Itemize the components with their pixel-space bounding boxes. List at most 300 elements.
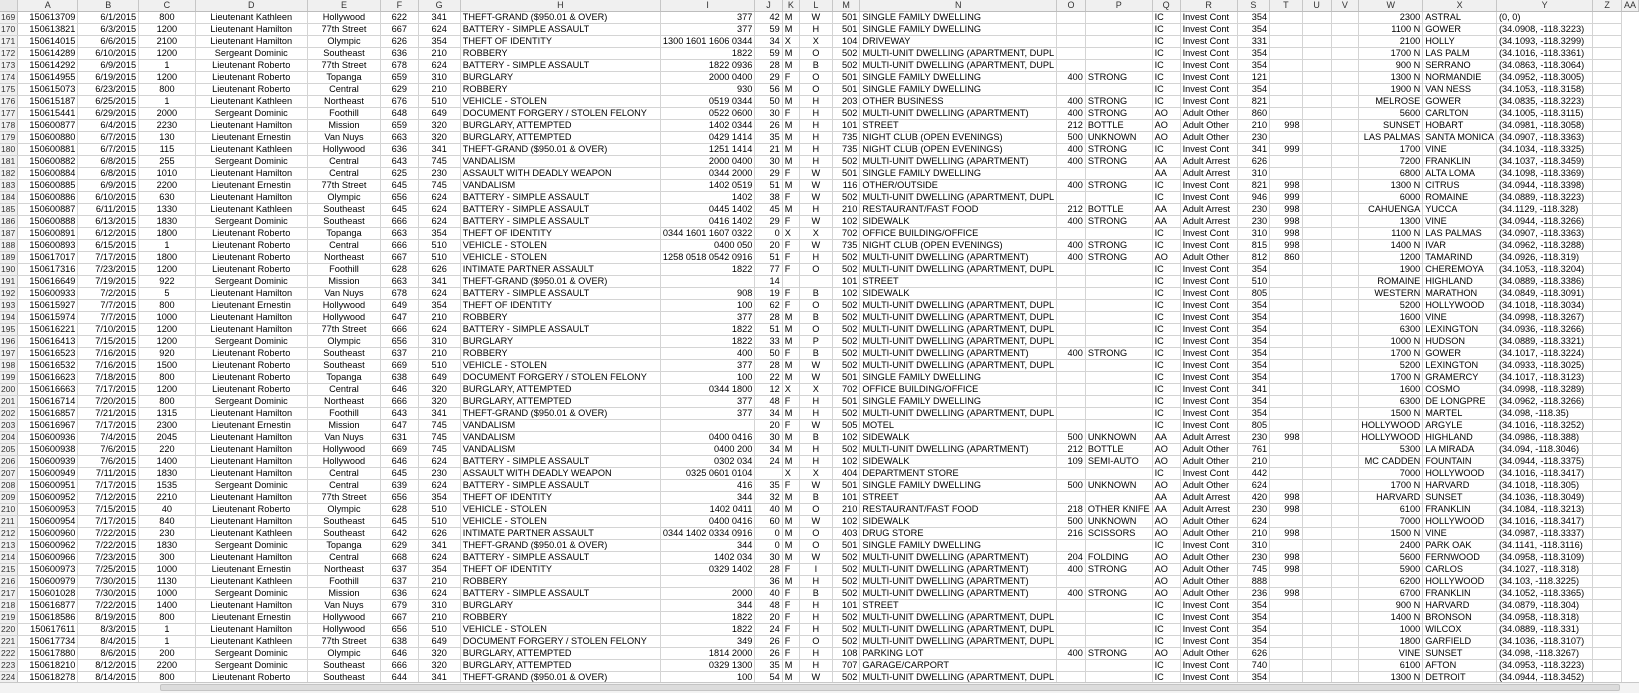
cell-X[interactable]: LAS PALM <box>1423 48 1497 60</box>
cell-Z[interactable] <box>1593 480 1622 492</box>
cell-L[interactable]: H <box>799 252 832 264</box>
cell-A[interactable]: 150600884 <box>18 168 78 180</box>
cell-L[interactable]: W <box>799 240 832 252</box>
cell-Q[interactable]: AA <box>1152 204 1180 216</box>
cell-Z[interactable] <box>1593 132 1622 144</box>
cell-V[interactable] <box>1331 180 1359 192</box>
cell-Y[interactable]: (34.0889, -118.3386) <box>1497 276 1593 288</box>
cell-R[interactable]: Invest Cont <box>1180 192 1237 204</box>
cell-B[interactable]: 7/21/2015 <box>78 408 139 420</box>
cell-B[interactable]: 7/30/2015 <box>78 576 139 588</box>
cell-I[interactable]: 0329 1402 <box>660 564 754 576</box>
cell-T[interactable] <box>1270 576 1302 588</box>
cell-H[interactable]: VANDALISM <box>460 432 660 444</box>
cell-R[interactable]: Adult Other <box>1180 588 1237 600</box>
cell-O[interactable]: 400 <box>1057 108 1086 120</box>
cell-Z[interactable] <box>1593 636 1622 648</box>
cell-S[interactable]: 761 <box>1237 444 1269 456</box>
cell-W[interactable]: 1000 <box>1359 624 1423 636</box>
cell-Q[interactable]: IC <box>1152 612 1180 624</box>
cell-L[interactable]: O <box>799 84 832 96</box>
cell-Y[interactable]: (34.0849, -118.3091) <box>1497 288 1593 300</box>
cell-Q[interactable]: IC <box>1152 348 1180 360</box>
column-header-X[interactable]: X <box>1423 0 1497 12</box>
cell-E[interactable]: Mission <box>307 276 380 288</box>
cell-M[interactable]: 501 <box>832 72 860 84</box>
cell-H[interactable]: ASSAULT WITH DEADLY WEAPON <box>460 468 660 480</box>
cell-T[interactable] <box>1270 636 1302 648</box>
cell-W[interactable]: MELROSE <box>1359 96 1423 108</box>
cell-O[interactable] <box>1057 324 1086 336</box>
cell-A[interactable]: 150600962 <box>18 540 78 552</box>
cell-W[interactable]: 1600 <box>1359 384 1423 396</box>
cell-W[interactable]: 7200 <box>1359 156 1423 168</box>
row-header[interactable]: 208 <box>0 480 18 492</box>
cell-D[interactable]: Lieutenant Roberto <box>195 264 307 276</box>
cell-Q[interactable]: IC <box>1152 360 1180 372</box>
cell-N[interactable]: SINGLE FAMILY DWELLING <box>860 396 1057 408</box>
cell-P[interactable] <box>1085 228 1152 240</box>
cell-D[interactable]: Lieutenant Roberto <box>195 72 307 84</box>
cell-D[interactable]: Lieutenant Ernestin <box>195 612 307 624</box>
cell-D[interactable]: Lieutenant Ernestin <box>195 420 307 432</box>
cell-N[interactable]: MOTEL <box>860 420 1057 432</box>
cell-I[interactable]: 1402 <box>660 192 754 204</box>
cell-O[interactable] <box>1057 420 1086 432</box>
cell-P[interactable]: STRONG <box>1085 72 1152 84</box>
cell-F[interactable]: 626 <box>381 36 418 48</box>
cell-D[interactable]: Lieutenant Hamilton <box>195 444 307 456</box>
cell-L[interactable]: B <box>799 432 832 444</box>
cell-Q[interactable]: IC <box>1152 288 1180 300</box>
cell-L[interactable]: W <box>799 552 832 564</box>
cell-N[interactable]: MULTI-UNIT DWELLING (APARTMENT, DUPL <box>860 612 1057 624</box>
cell-J[interactable]: 35 <box>755 480 782 492</box>
cell-U[interactable] <box>1302 516 1331 528</box>
cell-C[interactable]: 1330 <box>139 204 196 216</box>
cell-Y[interactable]: (34.0958, -118.318) <box>1497 612 1593 624</box>
cell-E[interactable]: 77th Street <box>307 636 380 648</box>
cell-W[interactable]: 6700 <box>1359 588 1423 600</box>
row-header[interactable]: 189 <box>0 252 18 264</box>
cell-L[interactable]: H <box>799 408 832 420</box>
row-header[interactable]: 218 <box>0 600 18 612</box>
cell-F[interactable]: 666 <box>381 396 418 408</box>
cell-R[interactable]: Adult Other <box>1180 444 1237 456</box>
cell-N[interactable]: STREET <box>860 276 1057 288</box>
cell-K[interactable]: F <box>782 612 799 624</box>
cell-E[interactable]: Hollywood <box>307 12 380 24</box>
cell-L[interactable]: X <box>799 468 832 480</box>
column-header-Y[interactable]: Y <box>1497 0 1593 12</box>
cell-F[interactable]: 663 <box>381 276 418 288</box>
cell-F[interactable]: 638 <box>381 636 418 648</box>
column-header-V[interactable]: V <box>1331 0 1359 12</box>
cell-J[interactable]: 77 <box>755 264 782 276</box>
cell-M[interactable]: 101 <box>832 600 860 612</box>
cell-S[interactable]: 821 <box>1237 180 1269 192</box>
cell-T[interactable]: 999 <box>1270 192 1302 204</box>
cell-U[interactable] <box>1302 144 1331 156</box>
cell-T[interactable] <box>1270 516 1302 528</box>
cell-F[interactable]: 666 <box>381 660 418 672</box>
cell-I[interactable]: 1402 034 <box>660 552 754 564</box>
row-header[interactable]: 170 <box>0 24 18 36</box>
cell-Z[interactable] <box>1593 624 1622 636</box>
cell-W[interactable]: 1500 N <box>1359 408 1423 420</box>
cell-S[interactable]: 624 <box>1237 516 1269 528</box>
cell-M[interactable]: 502 <box>832 360 860 372</box>
cell-R[interactable]: Invest Cont <box>1180 240 1237 252</box>
cell-E[interactable]: Central <box>307 480 380 492</box>
column-header-S[interactable]: S <box>1237 0 1269 12</box>
cell-X[interactable]: HIGHLAND <box>1423 276 1497 288</box>
cell-V[interactable] <box>1331 240 1359 252</box>
row-header[interactable]: 175 <box>0 84 18 96</box>
cell-G[interactable]: 320 <box>418 396 460 408</box>
cell-M[interactable]: 502 <box>832 636 860 648</box>
cell-M[interactable]: 735 <box>832 144 860 156</box>
cell-I[interactable]: 1822 <box>660 336 754 348</box>
cell-S[interactable]: 341 <box>1237 144 1269 156</box>
cell-W[interactable]: 900 N <box>1359 600 1423 612</box>
cell-I[interactable]: 377 <box>660 12 754 24</box>
cell-P[interactable]: STRONG <box>1085 564 1152 576</box>
cell-Q[interactable]: AO <box>1152 576 1180 588</box>
cell-X[interactable]: HOBART <box>1423 120 1497 132</box>
cell-Y[interactable]: (34.1016, -118.3361) <box>1497 48 1593 60</box>
cell-B[interactable]: 7/16/2015 <box>78 348 139 360</box>
cell-N[interactable]: MULTI-UNIT DWELLING (APARTMENT, DUPL <box>860 672 1057 683</box>
column-header-B[interactable]: B <box>78 0 139 12</box>
cell-V[interactable] <box>1331 672 1359 683</box>
cell-Y[interactable]: (34.094, -118.3046) <box>1497 444 1593 456</box>
cell-H[interactable]: VANDALISM <box>460 156 660 168</box>
cell-J[interactable]: 34 <box>755 408 782 420</box>
cell-Q[interactable]: IC <box>1152 180 1180 192</box>
cell-E[interactable]: Hollywood <box>307 444 380 456</box>
cell-Z[interactable] <box>1593 264 1622 276</box>
cell-K[interactable]: F <box>782 624 799 636</box>
cell-A[interactable]: 150600938 <box>18 444 78 456</box>
cell-T[interactable]: 998 <box>1270 216 1302 228</box>
cell-G[interactable]: 341 <box>418 540 460 552</box>
cell-U[interactable] <box>1302 240 1331 252</box>
cell-J[interactable]: 24 <box>755 456 782 468</box>
cell-R[interactable]: Adult Arrest <box>1180 204 1237 216</box>
cell-B[interactable]: 6/11/2015 <box>78 204 139 216</box>
cell-P[interactable] <box>1085 264 1152 276</box>
cell-Y[interactable]: (34.1129, -118.328) <box>1497 204 1593 216</box>
cell-A[interactable]: 150600954 <box>18 516 78 528</box>
cell-G[interactable]: 624 <box>418 216 460 228</box>
cell-M[interactable]: 735 <box>832 132 860 144</box>
cell-X[interactable]: GARFIELD <box>1423 636 1497 648</box>
cell-V[interactable] <box>1331 24 1359 36</box>
cell-T[interactable]: 998 <box>1270 240 1302 252</box>
cell-N[interactable]: SIDEWALK <box>860 216 1057 228</box>
cell-P[interactable] <box>1085 660 1152 672</box>
cell-F[interactable]: 669 <box>381 444 418 456</box>
cell-I[interactable]: 1251 1414 <box>660 144 754 156</box>
cell-G[interactable]: 745 <box>418 156 460 168</box>
cell-X[interactable]: IVAR <box>1423 240 1497 252</box>
cell-V[interactable] <box>1331 396 1359 408</box>
cell-C[interactable]: 1400 <box>139 456 196 468</box>
cell-H[interactable]: BATTERY - SIMPLE ASSAULT <box>460 552 660 564</box>
cell-P[interactable] <box>1085 624 1152 636</box>
cell-V[interactable] <box>1331 72 1359 84</box>
cell-H[interactable]: BURGLARY, ATTEMPTED <box>460 660 660 672</box>
cell-C[interactable]: 1000 <box>139 564 196 576</box>
cell-V[interactable] <box>1331 432 1359 444</box>
cell-Q[interactable]: IC <box>1152 228 1180 240</box>
cell-U[interactable] <box>1302 156 1331 168</box>
cell-M[interactable]: 735 <box>832 240 860 252</box>
cell-T[interactable] <box>1270 600 1302 612</box>
cell-X[interactable]: VINE <box>1423 144 1497 156</box>
cell-J[interactable]: 26 <box>755 120 782 132</box>
cell-I[interactable]: 344 <box>660 492 754 504</box>
cell-S[interactable]: 354 <box>1237 48 1269 60</box>
cell-V[interactable] <box>1331 312 1359 324</box>
cell-S[interactable]: 812 <box>1237 252 1269 264</box>
cell-Z[interactable] <box>1593 564 1622 576</box>
cell-C[interactable]: 1000 <box>139 588 196 600</box>
cell-A[interactable]: 150600966 <box>18 552 78 564</box>
cell-M[interactable]: 502 <box>832 588 860 600</box>
cell-J[interactable]: 59 <box>755 48 782 60</box>
cell-O[interactable] <box>1057 672 1086 683</box>
cell-I[interactable]: 2000 <box>660 588 754 600</box>
cell-G[interactable]: 341 <box>418 12 460 24</box>
cell-X[interactable]: LA MIRADA <box>1423 444 1497 456</box>
cell-U[interactable] <box>1302 468 1331 480</box>
cell-S[interactable]: 230 <box>1237 216 1269 228</box>
cell-A[interactable]: 150600880 <box>18 132 78 144</box>
cell-V[interactable] <box>1331 624 1359 636</box>
cell-L[interactable]: O <box>799 324 832 336</box>
cell-U[interactable] <box>1302 252 1331 264</box>
cell-Y[interactable]: (34.1016, -118.3417) <box>1497 516 1593 528</box>
cell-S[interactable]: 210 <box>1237 456 1269 468</box>
row-header[interactable]: 217 <box>0 588 18 600</box>
cell-J[interactable]: 28 <box>755 60 782 72</box>
cell-M[interactable]: 101 <box>832 120 860 132</box>
cell-R[interactable]: Adult Other <box>1180 648 1237 660</box>
cell-C[interactable]: 800 <box>139 12 196 24</box>
cell-U[interactable] <box>1302 180 1331 192</box>
cell-Q[interactable]: AO <box>1152 132 1180 144</box>
cell-W[interactable]: SUNSET <box>1359 120 1423 132</box>
cell-V[interactable] <box>1331 36 1359 48</box>
cell-R[interactable]: Invest Cont <box>1180 288 1237 300</box>
cell-Q[interactable]: IC <box>1152 96 1180 108</box>
cell-G[interactable]: 310 <box>418 600 460 612</box>
cell-I[interactable]: 1822 <box>660 612 754 624</box>
cell-C[interactable]: 230 <box>139 528 196 540</box>
cell-J[interactable]: 62 <box>755 300 782 312</box>
cell-G[interactable]: 210 <box>418 612 460 624</box>
cell-V[interactable] <box>1331 588 1359 600</box>
cell-G[interactable]: 624 <box>418 288 460 300</box>
cell-I[interactable] <box>660 576 754 588</box>
cell-N[interactable]: MULTI-UNIT DWELLING (APARTMENT) <box>860 252 1057 264</box>
cell-I[interactable]: 100 <box>660 300 754 312</box>
cell-T[interactable] <box>1270 612 1302 624</box>
cell-R[interactable]: Adult Other <box>1180 108 1237 120</box>
cell-L[interactable]: X <box>799 36 832 48</box>
cell-L[interactable]: P <box>799 336 832 348</box>
cell-G[interactable]: 745 <box>418 420 460 432</box>
cell-F[interactable]: 645 <box>381 204 418 216</box>
cell-A[interactable]: 150615073 <box>18 84 78 96</box>
cell-O[interactable]: 400 <box>1057 252 1086 264</box>
cell-A[interactable]: 150614292 <box>18 60 78 72</box>
cell-H[interactable]: THEFT OF IDENTITY <box>460 228 660 240</box>
cell-K[interactable]: F <box>782 252 799 264</box>
cell-D[interactable]: Sergeant Dominic <box>195 648 307 660</box>
cell-H[interactable]: BURGLARY, ATTEMPTED <box>460 132 660 144</box>
cell-E[interactable]: 77th Street <box>307 492 380 504</box>
row-header[interactable]: 195 <box>0 324 18 336</box>
cell-J[interactable]: 21 <box>755 144 782 156</box>
cell-J[interactable]: 28 <box>755 564 782 576</box>
cell-J[interactable]: 29 <box>755 72 782 84</box>
cell-P[interactable] <box>1085 600 1152 612</box>
cell-B[interactable]: 8/6/2015 <box>78 648 139 660</box>
cell-Q[interactable]: AO <box>1152 552 1180 564</box>
cell-E[interactable]: Southeast <box>307 360 380 372</box>
cell-T[interactable] <box>1270 84 1302 96</box>
cell-I[interactable]: 0344 1800 <box>660 384 754 396</box>
cell-X[interactable]: HOLLYWOOD <box>1423 468 1497 480</box>
cell-N[interactable]: SINGLE FAMILY DWELLING <box>860 12 1057 24</box>
cell-Y[interactable]: (34.0981, -118.3058) <box>1497 120 1593 132</box>
cell-Z[interactable] <box>1593 276 1622 288</box>
cell-J[interactable]: 30 <box>755 108 782 120</box>
cell-J[interactable]: 40 <box>755 504 782 516</box>
cell-S[interactable]: 354 <box>1237 600 1269 612</box>
cell-U[interactable] <box>1302 564 1331 576</box>
cell-U[interactable] <box>1302 24 1331 36</box>
cell-G[interactable]: 341 <box>418 408 460 420</box>
cell-M[interactable]: 502 <box>832 336 860 348</box>
cell-W[interactable]: HOLLYWOOD <box>1359 432 1423 444</box>
cell-H[interactable]: VEHICLE - STOLEN <box>460 516 660 528</box>
cell-W[interactable]: 5600 <box>1359 108 1423 120</box>
cell-T[interactable] <box>1270 264 1302 276</box>
cell-N[interactable]: MULTI-UNIT DWELLING (APARTMENT, DUPL <box>860 408 1057 420</box>
cell-V[interactable] <box>1331 84 1359 96</box>
cell-T[interactable] <box>1270 312 1302 324</box>
cell-G[interactable]: 624 <box>418 24 460 36</box>
cell-D[interactable]: Lieutenant Hamilton <box>195 600 307 612</box>
cell-L[interactable]: W <box>799 516 832 528</box>
cell-M[interactable]: 102 <box>832 432 860 444</box>
horizontal-scrollbar[interactable] <box>0 682 1639 693</box>
cell-B[interactable]: 6/8/2015 <box>78 168 139 180</box>
cell-R[interactable]: Adult Other <box>1180 516 1237 528</box>
cell-W[interactable]: 6100 <box>1359 660 1423 672</box>
cell-R[interactable]: Invest Cont <box>1180 384 1237 396</box>
cell-O[interactable]: 218 <box>1057 504 1086 516</box>
cell-H[interactable]: THEFT-GRAND ($950.01 & OVER) <box>460 672 660 683</box>
cell-D[interactable]: Sergeant Dominic <box>195 396 307 408</box>
cell-E[interactable]: Southeast <box>307 516 380 528</box>
cell-C[interactable]: 1 <box>139 624 196 636</box>
cell-P[interactable]: OTHER KNIFE <box>1085 504 1152 516</box>
cell-I[interactable]: 0344 1402 0334 0916 <box>660 528 754 540</box>
cell-Z[interactable] <box>1593 372 1622 384</box>
cell-Z[interactable] <box>1593 660 1622 672</box>
cell-J[interactable]: 34 <box>755 36 782 48</box>
cell-N[interactable]: MULTI-UNIT DWELLING (APARTMENT) <box>860 564 1057 576</box>
cell-Y[interactable]: (34.1005, -118.3115) <box>1497 108 1593 120</box>
cell-U[interactable] <box>1302 108 1331 120</box>
cell-R[interactable]: Invest Cont <box>1180 228 1237 240</box>
cell-S[interactable]: 946 <box>1237 192 1269 204</box>
cell-E[interactable]: Foothill <box>307 408 380 420</box>
cell-C[interactable]: 200 <box>139 648 196 660</box>
cell-O[interactable] <box>1057 312 1086 324</box>
cell-T[interactable] <box>1270 36 1302 48</box>
cell-O[interactable] <box>1057 12 1086 24</box>
cell-Y[interactable]: (34.0998, -118.3289) <box>1497 384 1593 396</box>
cell-I[interactable]: 377 <box>660 24 754 36</box>
cell-X[interactable]: CARLTON <box>1423 108 1497 120</box>
cell-N[interactable]: RESTAURANT/FAST FOOD <box>860 504 1057 516</box>
cell-A[interactable]: 150616413 <box>18 336 78 348</box>
cell-P[interactable] <box>1085 324 1152 336</box>
cell-S[interactable]: 354 <box>1237 408 1269 420</box>
cell-V[interactable] <box>1331 252 1359 264</box>
cell-H[interactable]: BURGLARY, ATTEMPTED <box>460 384 660 396</box>
cell-J[interactable]: 32 <box>755 492 782 504</box>
cell-S[interactable]: 354 <box>1237 336 1269 348</box>
cell-A[interactable]: 150613821 <box>18 24 78 36</box>
cell-W[interactable]: 1700 N <box>1359 48 1423 60</box>
cell-X[interactable]: SERRANO <box>1423 60 1497 72</box>
column-header-A[interactable]: A <box>18 0 78 12</box>
cell-M[interactable]: 702 <box>832 228 860 240</box>
cell-G[interactable]: 210 <box>418 576 460 588</box>
cell-D[interactable]: Lieutenant Roberto <box>195 504 307 516</box>
cell-V[interactable] <box>1331 204 1359 216</box>
cell-J[interactable]: 60 <box>755 516 782 528</box>
cell-Q[interactable]: IC <box>1152 324 1180 336</box>
cell-F[interactable]: 628 <box>381 264 418 276</box>
cell-D[interactable]: Lieutenant Hamilton <box>195 36 307 48</box>
cell-K[interactable]: M <box>782 60 799 72</box>
cell-L[interactable]: H <box>799 648 832 660</box>
cell-E[interactable]: Mission <box>307 588 380 600</box>
cell-Y[interactable]: (34.0889, -118.3321) <box>1497 336 1593 348</box>
cell-O[interactable] <box>1057 276 1086 288</box>
cell-K[interactable]: M <box>782 672 799 683</box>
cell-S[interactable]: 230 <box>1237 432 1269 444</box>
cell-A[interactable]: 150600951 <box>18 480 78 492</box>
cell-J[interactable]: 0 <box>755 540 782 552</box>
cell-J[interactable]: 50 <box>755 96 782 108</box>
cell-L[interactable]: W <box>799 480 832 492</box>
cell-Q[interactable]: IC <box>1152 24 1180 36</box>
cell-A[interactable]: 150616523 <box>18 348 78 360</box>
cell-L[interactable]: W <box>799 180 832 192</box>
cell-N[interactable]: STREET <box>860 120 1057 132</box>
cell-H[interactable]: THEFT-GRAND ($950.01 & OVER) <box>460 144 660 156</box>
cell-N[interactable]: MULTI-UNIT DWELLING (APARTMENT, DUPL <box>860 48 1057 60</box>
